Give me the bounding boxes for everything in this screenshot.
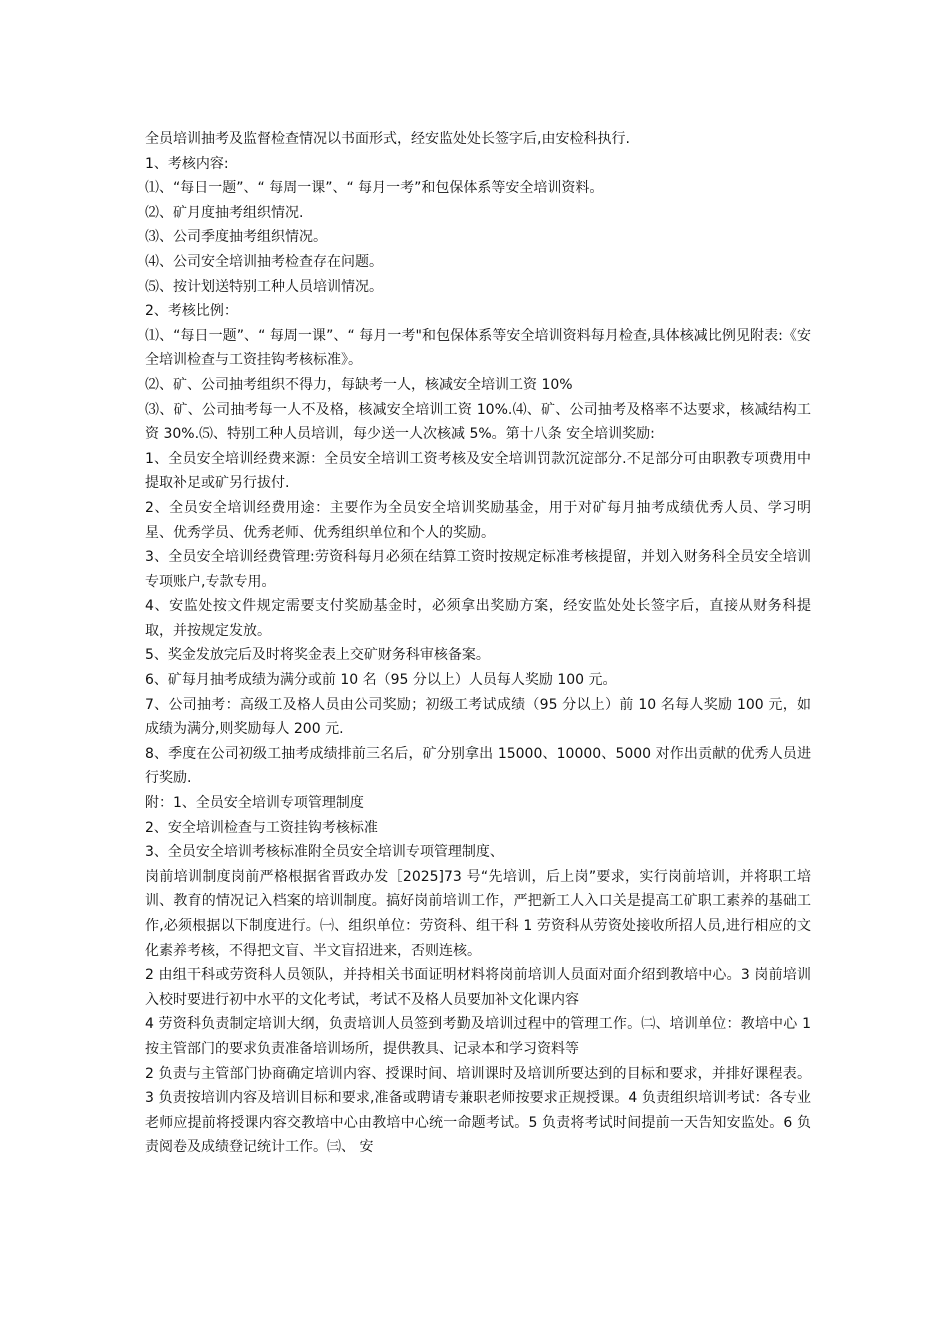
- list-item: 1、全员安全培训经费来源：全员安全培训工资考核及安全培训罚款沉淀部分.不足部分可由职教专项费用中提取补足或矿另行拔付.: [145, 450, 811, 492]
- list-item: 2、全员安全培训经费用途：主要作为全员安全培训奖励基金，用于对矿每月抽考成绩优秀人员、学习明星、优秀学员、优秀老师、优秀组织单位和个人的奖励。: [145, 499, 811, 541]
- list-item: 5、奖金发放完后及时将奖金表上交矿财务科审核备案。: [145, 647, 490, 664]
- heading-assessment-ratio: 2、考核比例：: [145, 303, 238, 320]
- paragraph-intro: 全员培训抽考及监督检查情况以书面形式，经安监处处长签字后,由安检科执行.: [145, 131, 630, 147]
- list-item: ⑸、按计划送特别工种人员培训情况。: [145, 278, 383, 295]
- list-item: 3、全员安全培训经费管理:劳资科每月必须在结算工资时按规定标准考核提留，并划入财务科全员安全培训专项账户,专款专用。: [145, 549, 811, 590]
- heading-assessment-content: 1、考核内容:: [145, 155, 229, 172]
- body-paragraph: 2 负责与主管部门协商确定培训内容、授课时间、培训课时及培训所要达到的目标和要求，并排好课程表。3 负责按培训内容及培训目标和要求,准备或聘请专兼职老师按要求正规授课。4 负责组织培训考试：各专业老师应提前将授课内容交教培中心由教培中心统一命题考试。5 负责将考试时间提前一天告知安监处。6 负责阅卷及成绩登记统计工作。㈢、 安: [145, 1065, 811, 1156]
- appendix-item: 附：1、全员安全培训专项管理制度: [145, 795, 364, 812]
- appendix-item: 3、全员安全培训考核标准附全员安全培训专项管理制度、: [145, 844, 504, 861]
- appendix-item: 2、安全培训检查与工资挂钩考核标准: [145, 819, 378, 836]
- body-paragraph: 岗前培训制度岗前严格根据省晋政办发［2025]73 号“先培训，后上岗”要求，实行岗前培训，并将职工培训、教育的情况记入档案的培训制度。搞好岗前培训工作，严把新工人入口关是提高工矿职工素养的基础工作,必须根据以下制度进行。㈠、组织单位：劳资科、组干科 1 劳资科从劳资处接收所招人员,进行相应的文化素养考核，不得把文盲、半文盲招进来，否则连核。: [145, 868, 811, 959]
- list-item: ⑶、公司季度抽考组织情况。: [145, 229, 327, 246]
- list-item: ⑷、公司安全培训抽考检查存在问题。: [145, 253, 383, 270]
- body-paragraph: 2 由组干科或劳资科人员领队，并持相关书面证明材料将岗前培训人员面对面介绍到教培中心。3 岗前培训入校时要进行初中水平的文化考试，考试不及格人员要加补文化课内容: [145, 967, 811, 1008]
- document-page: [145, 127, 811, 1160]
- list-item: 7、公司抽考：高级工及格人员由公司奖励；初级工考试成绩（95 分以上）前 10 名每人奖励 100 元，如成绩为满分,则奖励每人 200 元.: [145, 696, 811, 738]
- list-item: ⑵、矿、公司抽考组织不得力，每缺考一人，核减安全培训工资 10%: [145, 376, 573, 393]
- list-item: ⑶、矿、公司抽考每一人不及格，核减安全培训工资 10%.⑷、矿、公司抽考及格率不达要求，核减结构工资 30%.⑸、特别工种人员培训，每少送一人次核减 5%。第十八条 安全培训奖励:: [145, 401, 811, 443]
- list-item: ⑴、“每日一题”、“ 每周一课”、“ 每月一考”和包保体系等安全培训资料。: [145, 180, 604, 197]
- list-item: ⑵、矿月度抽考组织情况.: [145, 204, 304, 221]
- list-item: 6、矿每月抽考成绩为满分或前 10 名（95 分以上）人员每人奖励 100 元。: [145, 672, 617, 689]
- list-item: ⑴、“每日一题”、“ 每周一课”、“ 每月一考"和包保体系等安全培训资料每月检查,具体核减比例见附表:《安全培训检查与工资挂钩考核标准》。: [145, 327, 811, 369]
- list-item: 8、季度在公司初级工抽考成绩排前三名后，矿分别拿出 15000、10000、5000 对作出贡献的优秀人员进行奖励.: [145, 745, 811, 787]
- body-paragraph: 4 劳资科负责制定培训大纲，负责培训人员签到考勤及培训过程中的管理工作。㈡、培训单位：教培中心 1 按主管部门的要求负责准备培训场所，提供教具、记录本和学习资料等: [145, 1016, 811, 1057]
- list-item: 4、安监处按文件规定需要支付奖励基金时，必须拿出奖励方案，经安监处处长签字后，直接从财务科提取，并按规定发放。: [145, 598, 811, 639]
